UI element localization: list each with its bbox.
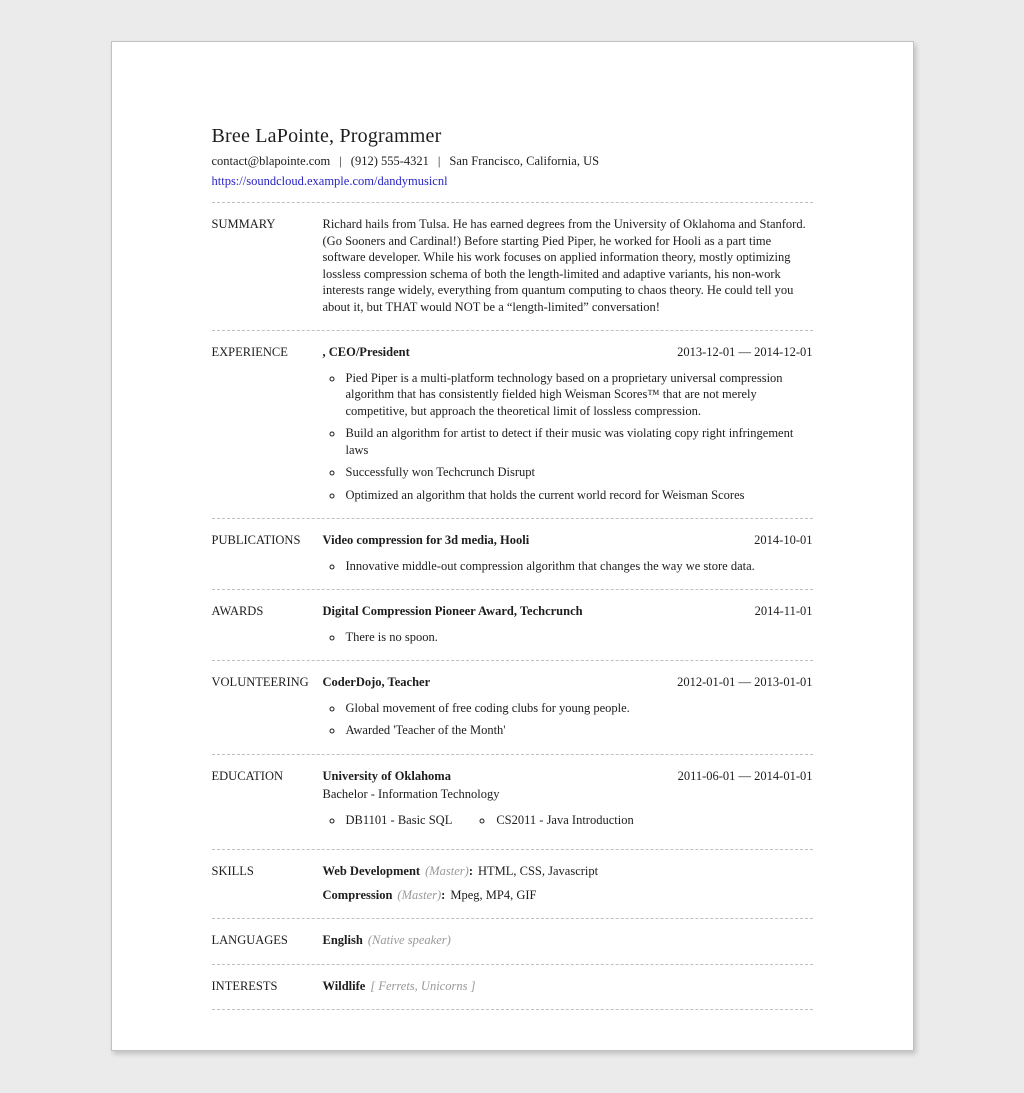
language-name: English: [322, 933, 363, 947]
highlight-item: ◦ Innovative middle-out compression algorithm that changes the way we store data.: [344, 558, 813, 575]
resume-header: [212, 125, 813, 189]
website-line: [212, 174, 813, 189]
section-publications: [212, 518, 813, 589]
highlight-item: ◦ Awarded 'Teacher of the Month': [344, 722, 813, 739]
skill-name: Web Development: [322, 864, 421, 878]
course-item: ◦ CS2011 - Java Introduction: [494, 812, 633, 835]
interest-item: [323, 978, 813, 995]
email-text: contact@blapointe.com: [211, 154, 331, 168]
section-label-awards: AWARDS: [211, 604, 264, 618]
interest-keywords: [ Ferrets, Unicorns ]: [370, 978, 476, 993]
section-label-summary: SUMMARY: [211, 217, 276, 231]
highlight-item: ◦ Build an algorithm for artist to detect if their music was violating copy right infringement laws: [344, 425, 813, 458]
education-courses: [323, 812, 813, 835]
experience-entry: [323, 344, 813, 503]
skill-separator: :: [441, 887, 446, 902]
skill-keywords: Mpeg, MP4, GIF: [450, 887, 537, 902]
experience-title: , CEO/President: [322, 345, 410, 359]
section-label-languages: LANGUAGES: [211, 933, 288, 947]
section-summary: [212, 202, 813, 330]
section-label-education: EDUCATION: [211, 768, 284, 783]
award-highlights: [323, 629, 813, 646]
language-item: [323, 932, 813, 949]
highlight-item: ◦ Global movement of free coding clubs for young people.: [344, 700, 813, 717]
education-entry: [323, 768, 813, 835]
skill-keywords: HTML, CSS, Javascript: [477, 864, 599, 878]
skill-item: [323, 887, 813, 904]
contact-separator: |: [339, 154, 342, 168]
section-skills: [212, 849, 813, 918]
skill-level: (Master): [397, 887, 442, 902]
section-awards: [212, 589, 813, 660]
language-fluency: (Native speaker): [367, 933, 451, 947]
phone-text: (912) 555-4321: [350, 154, 429, 168]
location-text: San Francisco, California, US: [449, 154, 600, 168]
skill-level: (Master): [425, 864, 469, 878]
summary-text: Richard hails from Tulsa. He has earned degrees from the University of Oklahoma and Stanford. (Go Sooners and Cardinal!) Before starting Pied Piper, he worked for Hooli as a part time software developer. While his work focuses on applied information theory, mostly optimizing lossless compression schema of both the length-limited and adaptive variants, his non-work interests range widely, everything from quantum computing to chaos theory. He could tell you about it, but THAT would NOT be a “length-limited” conversation!: [322, 217, 806, 314]
section-label-skills: SKILLS: [211, 864, 254, 878]
award-entry: [323, 603, 813, 645]
education-date: 2011-06-01 — 2014-01-01: [677, 768, 813, 783]
publication-date: 2014-10-01: [754, 533, 813, 547]
interest-name: Wildlife: [322, 978, 366, 993]
course-item: ◦ DB1101 - Basic SQL: [344, 812, 453, 829]
education-degree: Bachelor - Information Technology: [322, 787, 500, 801]
publication-highlights: [323, 558, 813, 575]
education-institution: University of Oklahoma: [322, 768, 451, 783]
publication-title: Video compression for 3d media, Hooli: [322, 533, 530, 547]
experience-date: 2013-12-01 — 2014-12-01: [677, 345, 813, 359]
section-education: [212, 754, 813, 850]
skills-list: [323, 863, 813, 903]
section-label-interests: INTERESTS: [211, 978, 278, 993]
resume-sections: [212, 202, 813, 1010]
section-label-volunteering: VOLUNTEERING: [211, 675, 309, 689]
contact-separator: |: [437, 154, 441, 168]
highlight-item: ◦ Successfully won Techcrunch Disrupt: [344, 464, 813, 481]
website-link[interactable]: https://soundcloud.example.com/dandymusicnl: [211, 174, 448, 188]
volunteering-highlights: [323, 700, 813, 739]
highlight-item: ◦ There is no spoon.: [344, 629, 813, 646]
page-title: Bree LaPointe, Programmer: [211, 125, 442, 147]
experience-highlights: [323, 370, 813, 504]
skill-name: Compression: [322, 887, 393, 902]
volunteering-date: 2012-01-01 — 2013-01-01: [677, 675, 813, 689]
award-date: 2014-11-01: [754, 604, 813, 618]
section-label-publications: PUBLICATIONS: [211, 533, 301, 547]
award-title: Digital Compression Pioneer Award, Techcrunch: [322, 604, 583, 618]
highlight-item: ◦ Pied Piper is a multi-platform technology based on a proprietary universal compression algorithm that has consistently fielded high Weisman Scores™ that are not merely competitive, but approach the theoretical limit of lossless compression.: [344, 370, 813, 420]
publication-entry: [323, 532, 813, 574]
section-interests: [212, 964, 813, 1010]
skill-item: [323, 863, 813, 880]
volunteering-title: CoderDojo, Teacher: [322, 675, 431, 689]
section-experience: [212, 330, 813, 518]
contact-line: [212, 154, 813, 169]
section-volunteering: [212, 660, 813, 754]
resume-page: [111, 41, 914, 1051]
volunteering-entry: [323, 674, 813, 739]
section-languages: [212, 918, 813, 964]
section-label-experience: EXPERIENCE: [211, 345, 288, 359]
highlight-item: ◦ Optimized an algorithm that holds the current world record for Weisman Scores: [344, 487, 813, 504]
skill-separator: :: [468, 864, 473, 878]
